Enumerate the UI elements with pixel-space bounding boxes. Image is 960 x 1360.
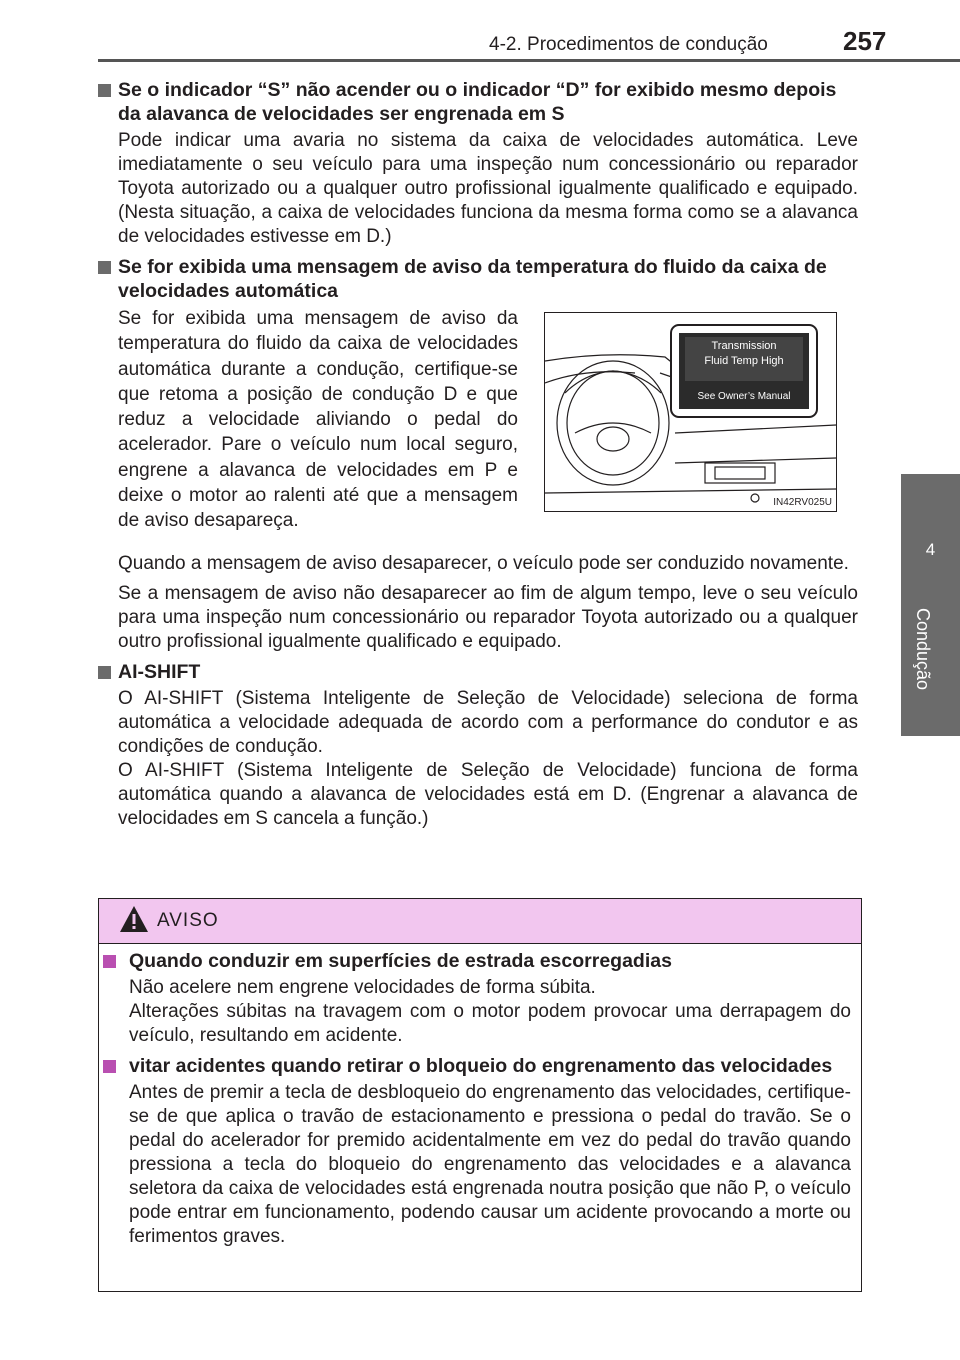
page-number: 257 bbox=[843, 26, 887, 56]
display-line-3: See Owner’s Manual bbox=[697, 391, 791, 402]
section-title: 4-2. Procedimentos de condução bbox=[489, 34, 768, 55]
dashboard-illustration bbox=[544, 312, 837, 512]
main-content bbox=[98, 78, 858, 837]
warning-h1: Quando conduzir em superfícies de estrada escorregadias bbox=[103, 949, 851, 973]
s3-text-1: O AI-SHIFT (Sistema Inteligente de Seleção de Velocidade) seleciona de forma automática a velocidade adequada de acordo com a performance do condutor e as condições de condução. bbox=[118, 688, 858, 757]
chapter-tab-label bbox=[901, 598, 960, 736]
warning-h2: vitar acidentes quando retirar o bloqueio do engrenamento das velocidades bbox=[103, 1054, 851, 1078]
warning-triangle-icon bbox=[119, 905, 149, 933]
s2-heading: Se for exibida uma mensagem de aviso da temperatura do fluido da caixa de velocidades automática bbox=[98, 255, 858, 303]
warning-title: AVISO bbox=[157, 910, 219, 931]
header-rule bbox=[98, 59, 960, 62]
chapter-tab bbox=[901, 474, 960, 598]
display-line-1: Transmission bbox=[711, 340, 777, 352]
page-header bbox=[0, 0, 960, 60]
figure-code: IN42RV025U bbox=[773, 497, 832, 508]
warning-p1b: Alterações súbitas na travagem com o motor podem provocar uma derrapagem do veículo, resultando em acidente. bbox=[129, 1001, 851, 1046]
s2-figure-text: Se for exibida uma mensagem de aviso da temperatura do fluido da caixa de velocidades automática durante a condução, certifique-se que retoma a posição de condução D e que reduz a velocidade aliviando o pedal do acelerador. Pare o veículo num local seguro, engrene a alavanca de velocidades em P e deixe o motor ao ralenti até que a mensagem de aviso desapareça. bbox=[118, 308, 518, 532]
chapter-label: Condução bbox=[913, 608, 933, 691]
bullet-square-icon bbox=[98, 261, 111, 274]
s2-text-2: Quando a mensagem de aviso desaparecer, o veículo pode ser conduzido novamente. bbox=[118, 553, 849, 574]
warning-p2: Antes de premir a tecla de desbloqueio do engrenamento das velocidades, certifique-se de que aplica o travão de estacionamento e pressiona o pedal do travão. Se o pedal do acelerador for premido acidentalmente em vez do pedal do travão quando pressiona a tecla do bloqueio do engrenamento das velocidades e a alavanca seletora da caixa de velocidades está engrenada noutra posição que não P, o veículo pode entrar em funcionamento, podendo causar um acidente provocando a morte ou ferimentos graves. bbox=[129, 1082, 851, 1247]
s1-text: Pode indicar uma avaria no sistema da caixa de velocidades automática. Leve imediatamente o seu veículo para uma inspeção num concessionário ou reparador Toyota autorizado ou a qualquer outro profissional igualmente qualificado e equipado. (Nesta situação, a caixa de velocidades funciona da mesma forma como se a alavanca de velocidades estivesse em D.) bbox=[118, 130, 858, 247]
s3-heading: AI-SHIFT bbox=[98, 660, 858, 684]
figure-row bbox=[98, 306, 858, 552]
s1-heading: Se o indicador “S” não acender ou o indicador “D” for exibido mesmo depois da alavanca de velocidades ser engrenada em S bbox=[98, 78, 858, 126]
bullet-square-icon bbox=[98, 666, 111, 679]
chapter-number: 4 bbox=[925, 540, 936, 559]
s2-text-3: Se a mensagem de aviso não desaparecer ao fim de algum tempo, leve o seu veículo para uma inspeção num concessionário ou reparador Toyota autorizado ou a qualquer outro profissional igualmente qualificado e equipado. bbox=[118, 583, 858, 652]
bullet-square-icon bbox=[103, 1060, 116, 1073]
display-line-2: Fluid Temp High bbox=[704, 355, 784, 367]
bullet-square-icon bbox=[103, 955, 116, 968]
warning-header bbox=[99, 899, 861, 944]
warning-box bbox=[98, 898, 862, 1292]
bullet-square-icon bbox=[98, 84, 111, 97]
warning-body bbox=[99, 944, 861, 1249]
s3-text-2: O AI-SHIFT (Sistema Inteligente de Seleção de Velocidade) funciona de forma automática quando a alavanca de velocidades está em D. (Engrenar a alavanca de velocidades em S cancela a função.) bbox=[118, 760, 858, 829]
warning-p1a: Não acelere nem engrene velocidades de forma súbita. bbox=[129, 977, 596, 998]
